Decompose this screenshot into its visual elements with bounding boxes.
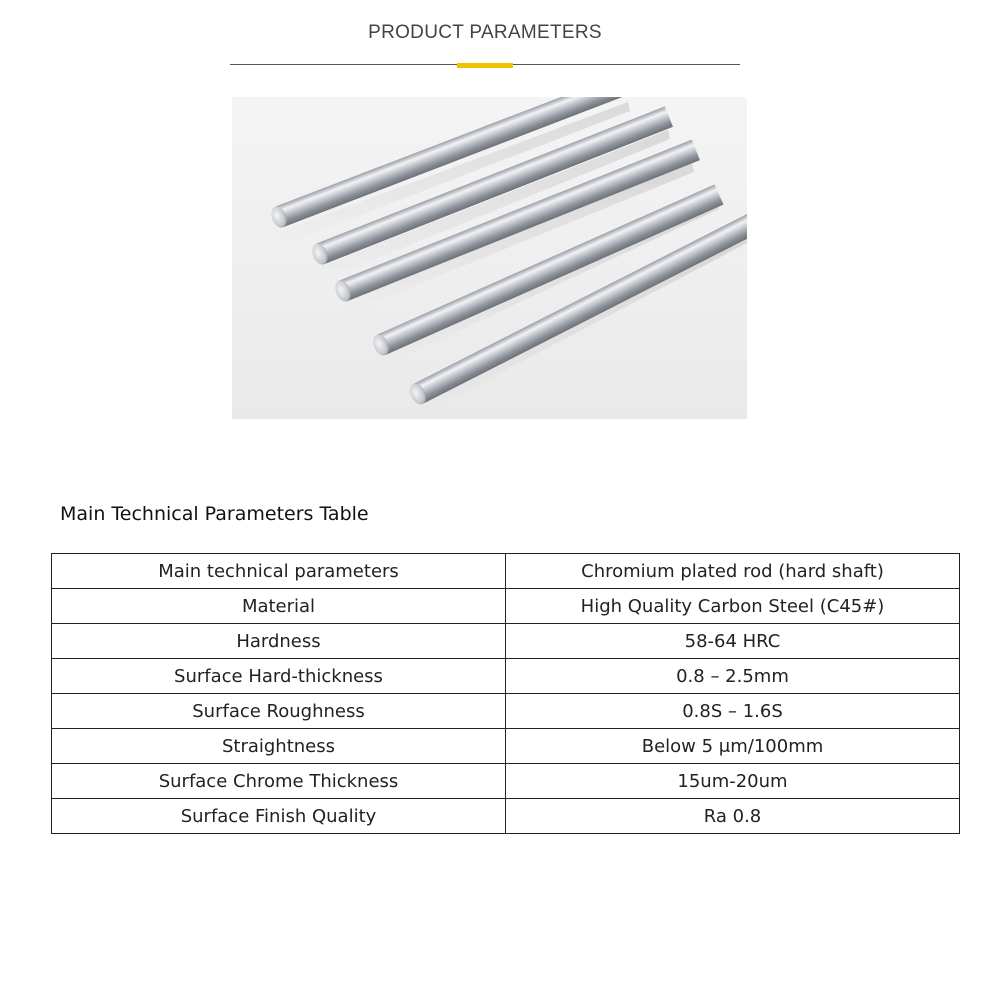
parameter-label: Surface Roughness xyxy=(52,694,506,729)
table-row xyxy=(52,729,960,764)
parameter-label: Main technical parameters xyxy=(52,554,506,589)
parameter-value: 58-64 HRC xyxy=(506,624,960,659)
product-photo xyxy=(232,97,747,419)
parameter-label: Straightness xyxy=(52,729,506,764)
header-accent-bar xyxy=(457,63,513,68)
table-title: Main Technical Parameters Table xyxy=(60,503,369,525)
parameter-label: Hardness xyxy=(52,624,506,659)
parameters-table xyxy=(51,553,960,834)
table-row xyxy=(52,764,960,799)
parameter-label: Material xyxy=(52,589,506,624)
table-row xyxy=(52,554,960,589)
parameter-value: Ra 0.8 xyxy=(506,799,960,834)
section-title: PRODUCT PARAMETERS xyxy=(368,22,602,43)
table-row xyxy=(52,694,960,729)
parameter-value: 0.8 – 2.5mm xyxy=(506,659,960,694)
parameter-value: 0.8S – 1.6S xyxy=(506,694,960,729)
section-header xyxy=(230,0,740,70)
parameter-value: Below 5 μm/100mm xyxy=(506,729,960,764)
parameter-label: Surface Chrome Thickness xyxy=(52,764,506,799)
parameter-value: High Quality Carbon Steel (C45#) xyxy=(506,589,960,624)
table-row xyxy=(52,659,960,694)
parameter-label: Surface Finish Quality xyxy=(52,799,506,834)
parameter-value: 15um-20um xyxy=(506,764,960,799)
table-row xyxy=(52,624,960,659)
steel-rods-illustration xyxy=(232,97,747,419)
table-row xyxy=(52,589,960,624)
parameter-value: Chromium plated rod (hard shaft) xyxy=(506,554,960,589)
parameter-label: Surface Hard-thickness xyxy=(52,659,506,694)
table-row xyxy=(52,799,960,834)
